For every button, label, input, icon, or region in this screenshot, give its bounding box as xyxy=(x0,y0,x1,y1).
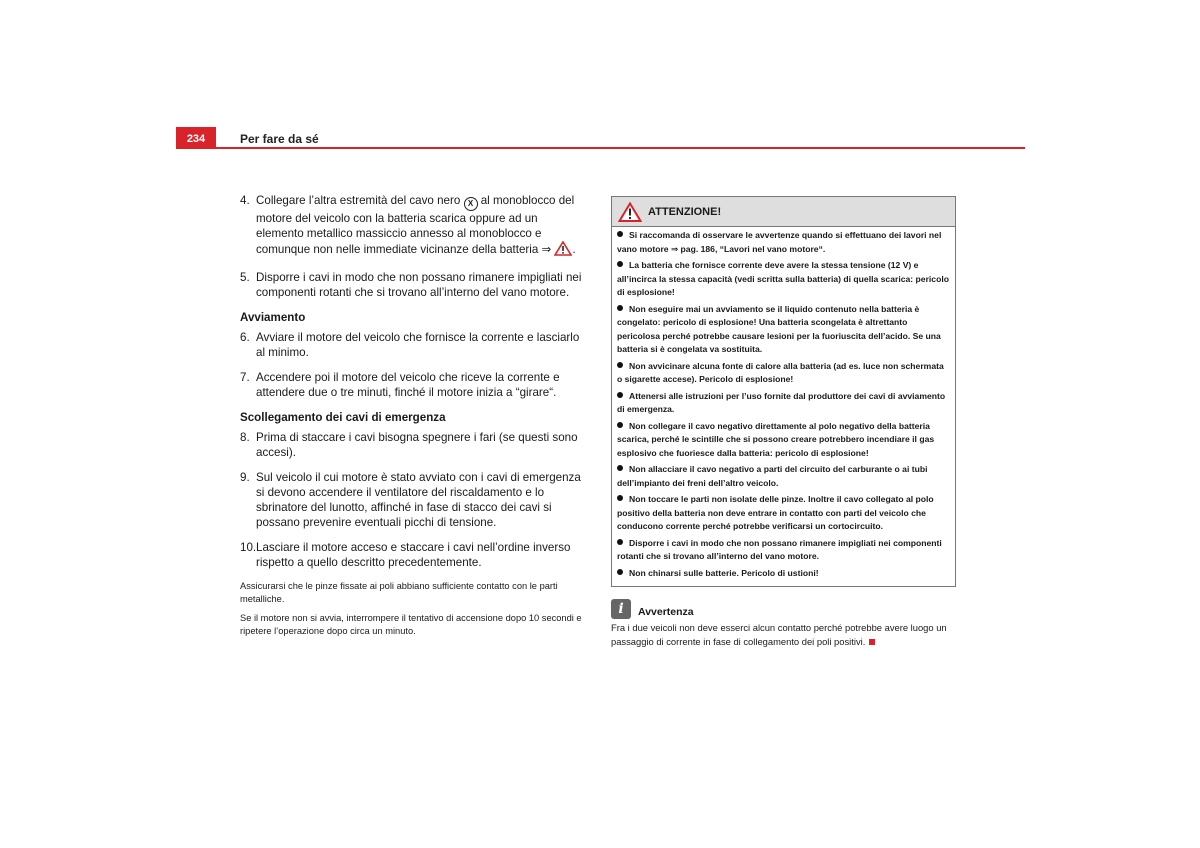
warning-item xyxy=(617,567,950,581)
warning-item-text: Non toccare le parti non isolate delle pinze. Inoltre il cavo collegato al polo positivo della batteria non deve entrare in contatto con parti del veicolo che conducono corrente perché potrebbe verificarsi un cortocircuito. xyxy=(617,494,934,531)
warning-item xyxy=(617,360,950,387)
chapter-title: Per fare da sé xyxy=(240,132,319,146)
bullet xyxy=(617,495,623,501)
step-text-part: Collegare l’altra estremità del cavo nero xyxy=(256,194,464,207)
warning-triangle-icon xyxy=(554,241,572,260)
warning-item xyxy=(617,493,950,534)
step-number: 6. xyxy=(240,331,250,344)
step-text xyxy=(256,193,585,260)
header-rule xyxy=(176,147,1025,149)
step-number: 7. xyxy=(240,371,250,384)
notice-header xyxy=(611,599,956,619)
bullet xyxy=(617,231,623,237)
notice-title: Avvertenza xyxy=(638,605,694,618)
step-text: Sul veicolo il cui motore è stato avviato con i cavi di emergenza si devono accendere il ventilatore del riscaldamento e lo sbrinatore del lunotto, affinché in fase di stacco dei cavi si possano prevenire eventuali picchi di tensione. xyxy=(256,471,581,529)
warning-item xyxy=(617,537,950,564)
warning-item-text: Disporre i cavi in modo che non possano rimanere impigliati nei componenti rotanti che si trovano all’interno del vano motore. xyxy=(617,537,942,561)
cable-x-icon: X xyxy=(464,197,478,211)
note-paragraph: Assicurarsi che le pinze fissate ai poli abbiano sufficiente contatto con le parti metalliche. xyxy=(240,581,558,604)
warning-item xyxy=(617,303,950,357)
heading-scollegamento: Scollegamento dei cavi di emergenza xyxy=(240,411,446,424)
page-number: 234 xyxy=(176,127,216,149)
step-text: Lasciare il motore acceso e staccare i cavi nell’ordine inverso rispetto a quello descritto precedentemente. xyxy=(256,541,571,569)
step-6 xyxy=(240,330,585,360)
warning-item xyxy=(617,463,950,490)
note-paragraph: Se il motore non si avvia, interrompere il tentativo di accensione dopo 10 secondi e ripetere l’operazione dopo circa un minuto. xyxy=(240,613,582,636)
step-7 xyxy=(240,370,585,400)
heading-avviamento: Avviamento xyxy=(240,311,306,324)
step-number: 4. xyxy=(240,194,250,207)
warning-item-text: Non chinarsi sulle batterie. Pericolo di ustioni! xyxy=(629,567,819,578)
warning-item-text: La batteria che fornisce corrente deve avere la stessa tensione (12 V) e all’incirca la stessa capacità (vedi scritta sulla batteria) di quella scarica: pericolo di esplosione! xyxy=(617,260,949,297)
warning-item xyxy=(617,420,950,461)
step-number: 8. xyxy=(240,431,250,444)
bullet xyxy=(617,261,623,267)
step-number: 5. xyxy=(240,271,250,284)
warning-item-text: Non avvicinare alcuna fonte di calore alla batteria (ad es. luce non schermata o sigarette accese). Pericolo di esplosione! xyxy=(617,360,944,384)
warning-item-text: Non eseguire mai un avviamento se il liquido contenuto nella batteria è congelato: pericolo di esplosione! Una batteria scongelata è altrettanto pericolosa perché potrebbe causare lesioni per la fuoriuscita dell’acido. Se una batteria si è congelata va sostituita. xyxy=(617,303,941,354)
step-text: Disporre i cavi in modo che non possano rimanere impigliati nei componenti rotanti che si trovano all’interno del vano motore. xyxy=(256,271,582,299)
step-text-part: . xyxy=(572,243,576,256)
warning-item-text: Non allacciare il cavo negativo a parti del circuito del carburante o ai tubi dell’impianto dei freni dell’altro veicolo. xyxy=(617,464,928,488)
warning-item-text: Attenersi alle istruzioni per l’uso fornite dal produttore dei cavi di avviamento di emergenza. xyxy=(617,390,946,414)
step-text-part: al monoblocco del motore del veicolo con la batteria scarica oppure ad un elemento metallico massiccio annesso al monoblocco e comunque non nelle immediate vicinanze della batteria ⇒ xyxy=(256,194,575,256)
left-column xyxy=(240,193,585,644)
right-column xyxy=(611,196,956,648)
bullet xyxy=(617,569,623,575)
step-4 xyxy=(240,193,585,260)
notice-block xyxy=(611,599,956,648)
step-text: Prima di staccare i cavi bisogna spegnere i fari (se questi sono accesi). xyxy=(256,431,578,459)
bullet xyxy=(617,362,623,368)
step-number: 9. xyxy=(240,471,250,484)
bullet xyxy=(617,305,623,311)
warning-item xyxy=(617,229,950,256)
bullet xyxy=(617,465,623,471)
bullet xyxy=(617,422,623,428)
step-9 xyxy=(240,470,585,530)
warning-item xyxy=(617,259,950,300)
step-10 xyxy=(240,540,585,570)
warning-box xyxy=(611,196,956,587)
warning-item-text: Si raccomanda di osservare le avvertenze quando si effettuano dei lavori nel vano motore ⇒ pag. 186, “Lavori nel vano motore“. xyxy=(617,230,942,254)
warning-title: ATTENZIONE! xyxy=(648,205,722,218)
page-header xyxy=(176,127,1025,149)
step-number: 10. xyxy=(240,541,257,554)
notice-text: Fra i due veicoli non deve esserci alcun contatto perché potrebbe avere luogo un passaggio di corrente in fase di collegamento dei poli positivi. xyxy=(611,622,947,647)
notes xyxy=(240,580,585,638)
warning-list xyxy=(612,227,955,586)
step-5 xyxy=(240,270,585,300)
step-text: Accendere poi il motore del veicolo che riceve la corrente e attendere due o tre minuti, finché il motore inizia a “girare“. xyxy=(256,371,560,399)
end-marker-icon xyxy=(869,639,875,645)
warning-item-text: Non collegare il cavo negativo direttamente al polo negativo della batteria scarica, perché le scintille che si possono creare potrebbero incendiare il gas esplosivo che fuoriesce dalla batteria: pericolo di esplosione! xyxy=(617,420,935,458)
notice-text-wrap xyxy=(611,621,956,648)
bullet xyxy=(617,392,623,398)
warning-triangle-icon xyxy=(618,202,642,222)
step-8 xyxy=(240,430,585,460)
info-icon: i xyxy=(611,599,631,619)
step-text: Avviare il motore del veicolo che fornisce la corrente e lasciarlo al minimo. xyxy=(256,331,580,359)
warning-header xyxy=(612,197,955,227)
warning-item xyxy=(617,390,950,417)
bullet xyxy=(617,539,623,545)
